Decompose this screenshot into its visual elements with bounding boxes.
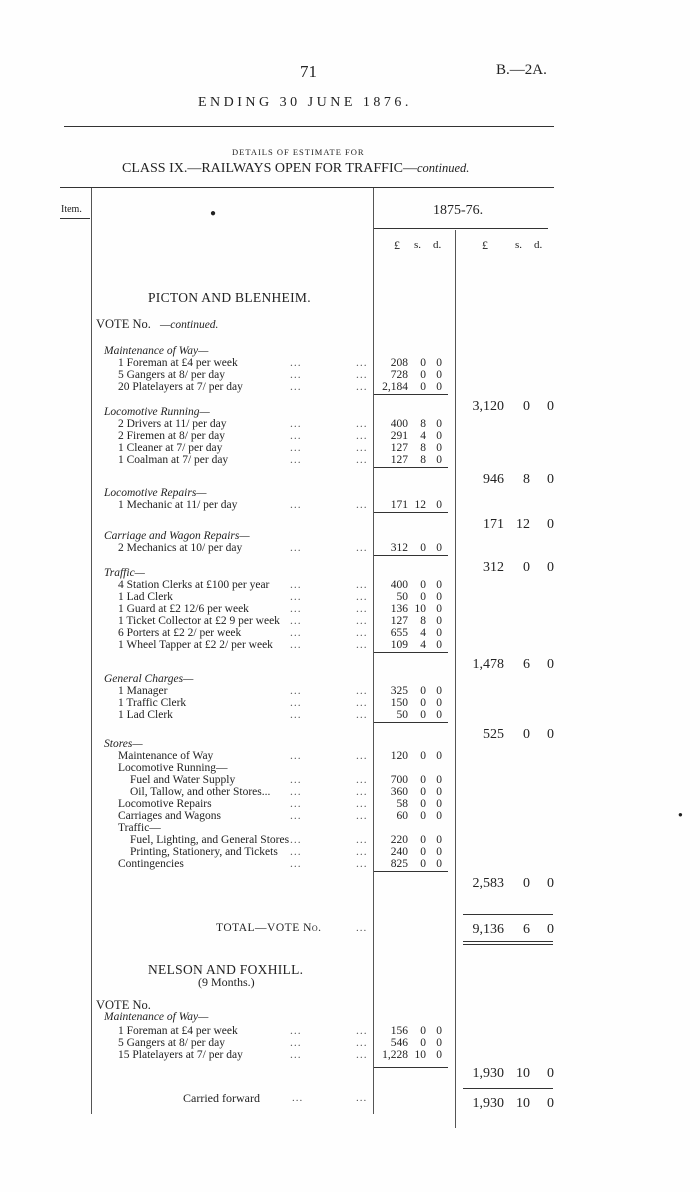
estimate-row <box>0 846 700 858</box>
amount-pence: 0 <box>436 786 442 798</box>
estimate-row <box>0 822 700 834</box>
amount-pounds: 150 <box>390 697 408 709</box>
amount-pence: 0 <box>436 591 442 603</box>
amount-pounds: 400 <box>390 579 408 591</box>
class-title <box>122 161 469 177</box>
unit-shillings-total: s. <box>515 239 523 251</box>
amount-shillings: 4 <box>420 639 426 651</box>
amount-pence: 0 <box>436 798 442 810</box>
amount-pence: 0 <box>436 442 442 454</box>
amount-pence: 0 <box>436 1025 442 1037</box>
item-label: 5 Gangers at 8/ per day <box>118 1037 225 1049</box>
amount-pence: 0 <box>436 542 442 554</box>
amount-pounds: 127 <box>390 454 408 466</box>
item-label: 1 Ticket Collector at £2 9 per week <box>118 615 280 627</box>
item-label: 1 Lad Clerk <box>118 591 173 603</box>
vote-continued: —continued. <box>159 319 219 331</box>
section-total-shillings: 12 <box>516 517 530 532</box>
leader-dots: ... <box>290 1049 302 1061</box>
section-total-pounds: 525 <box>483 727 504 742</box>
amount-pounds: 136 <box>390 603 408 615</box>
item-label: 6 Porters at £2 2/ per week <box>118 627 242 639</box>
leader-dots: ... <box>356 579 368 591</box>
class-title-suffix: continued. <box>416 161 470 175</box>
leader-dots: ... <box>290 786 302 798</box>
page-number: 71 <box>300 62 317 81</box>
carried-forward-pounds: 1,930 <box>472 1096 504 1111</box>
leader-dots: ... <box>290 858 302 870</box>
leader-dots: ... <box>356 591 368 603</box>
amount-pence: 0 <box>436 697 442 709</box>
amount-pence: 0 <box>436 369 442 381</box>
amount-pence: 0 <box>436 454 442 466</box>
nelson-vote: VOTE No. <box>96 998 151 1012</box>
header-rule <box>64 126 554 127</box>
subtotal-rule <box>374 722 448 723</box>
vote-total-dots: ... <box>356 922 368 934</box>
unit-pence: d. <box>433 239 442 251</box>
leader-dots: ... <box>290 591 302 603</box>
section-total-shillings: 0 <box>523 876 530 891</box>
vote-total-double-rule-b <box>463 944 553 945</box>
leader-dots: ... <box>290 810 302 822</box>
estimate-row <box>0 430 700 442</box>
subtotal-rule <box>374 652 448 653</box>
leader-dots: ... <box>356 750 368 762</box>
item-label: Fuel, Lighting, and General Stores <box>130 834 290 846</box>
leader-dots: ... <box>356 454 368 466</box>
estimate-row <box>0 442 700 454</box>
amount-shillings: 0 <box>420 1025 426 1037</box>
section-title: Traffic— <box>104 567 145 579</box>
amount-pounds: 50 <box>396 591 408 603</box>
year-rule <box>374 228 548 229</box>
leader-dots: ... <box>356 369 368 381</box>
leader-dots: ... <box>356 430 368 442</box>
subtotal-rule <box>374 512 448 513</box>
amount-shillings: 8 <box>420 615 426 627</box>
class-title-text: CLASS IX.—RAILWAYS OPEN FOR TRAFFIC— <box>122 161 417 176</box>
amount-pounds: 312 <box>390 542 408 554</box>
amount-pence: 0 <box>436 499 442 511</box>
amount-pence: 0 <box>436 639 442 651</box>
leader-dots: ... <box>356 357 368 369</box>
item-label: Locomotive Repairs <box>118 798 212 810</box>
leader-dots: ... <box>290 381 302 393</box>
leader-dots: ... <box>290 709 302 721</box>
estimate-row <box>0 369 700 381</box>
year-heading: 1875-76. <box>433 203 484 218</box>
leader-dots: ... <box>290 1037 302 1049</box>
unit-pence-total: d. <box>534 239 543 251</box>
subtotal-rule <box>374 394 448 395</box>
item-label: Locomotive Running— <box>118 762 228 774</box>
amount-pounds: 400 <box>390 418 408 430</box>
leader-dots: ... <box>290 846 302 858</box>
leader-dots: ... <box>356 442 368 454</box>
item-label: 5 Gangers at 8/ per day <box>118 369 225 381</box>
item-label: Traffic— <box>118 822 161 834</box>
estimate-row <box>0 591 700 603</box>
estimate-row <box>0 418 700 430</box>
amount-shillings: 0 <box>420 750 426 762</box>
section-total-pence: 0 <box>547 560 554 575</box>
leader-dots: ... <box>356 639 368 651</box>
leader-dots: ... <box>290 1025 302 1037</box>
item-label: 1 Cleaner at 7/ per day <box>118 442 223 454</box>
amount-shillings: 0 <box>420 685 426 697</box>
amount-pence: 0 <box>436 858 442 870</box>
leader-dots: ... <box>356 418 368 430</box>
section-title: Stores— <box>104 738 143 750</box>
amount-shillings: 0 <box>420 834 426 846</box>
amount-shillings: 4 <box>420 430 426 442</box>
amount-pounds: 50 <box>396 709 408 721</box>
section-total-pounds: 946 <box>483 472 504 487</box>
details-caption: DETAILS OF ESTIMATE FOR <box>232 147 365 157</box>
amount-shillings: 0 <box>420 542 426 554</box>
amount-pounds: 546 <box>390 1037 408 1049</box>
amount-pounds: 127 <box>390 442 408 454</box>
item-label: 1 Foreman at £4 per week <box>118 1025 238 1037</box>
unit-shillings: s. <box>414 239 422 251</box>
leader-dots: ... <box>356 858 368 870</box>
section-total-pence: 0 <box>547 472 554 487</box>
item-label: Contingencies <box>118 858 184 870</box>
estimate-row <box>0 1049 700 1061</box>
leader-dots: ... <box>290 369 302 381</box>
amount-pence: 0 <box>436 627 442 639</box>
amount-shillings: 0 <box>420 709 426 721</box>
carried-forward-label: Carried forward <box>183 1091 260 1105</box>
amount-shillings: 12 <box>414 499 426 511</box>
leader-dots: ... <box>290 357 302 369</box>
item-label: 1 Guard at £2 12/6 per week <box>118 603 249 615</box>
item-label: 1 Foreman at £4 per week <box>118 357 238 369</box>
leader-dots: ... <box>356 697 368 709</box>
item-label: 2 Firemen at 8/ per day <box>118 430 225 442</box>
carried-forward-dots-b: ... <box>356 1092 368 1104</box>
amount-shillings: 0 <box>420 579 426 591</box>
leader-dots: ... <box>290 418 302 430</box>
estimate-row <box>0 1037 700 1049</box>
amount-shillings: 0 <box>420 798 426 810</box>
amount-shillings: 0 <box>420 697 426 709</box>
estimate-row <box>0 627 700 639</box>
leader-dots: ... <box>356 615 368 627</box>
amount-pounds: 291 <box>390 430 408 442</box>
amount-pence: 0 <box>436 579 442 591</box>
amount-pounds: 325 <box>390 685 408 697</box>
amount-pence: 0 <box>436 1037 442 1049</box>
leader-dots: ... <box>356 798 368 810</box>
item-label: Maintenance of Way <box>118 750 214 762</box>
estimate-row <box>0 639 700 651</box>
amount-pounds: 728 <box>390 369 408 381</box>
section-total-shillings: 0 <box>523 727 530 742</box>
section-total-pence: 0 <box>547 876 554 891</box>
carried-forward-pence: 0 <box>547 1096 554 1111</box>
item-label: 1 Lad Clerk <box>118 709 173 721</box>
section-total-pounds: 312 <box>483 560 504 575</box>
estimate-row <box>0 615 700 627</box>
leader-dots: ... <box>356 774 368 786</box>
nelson-subtotal-rule <box>374 1067 448 1068</box>
bullet-mark: ● <box>210 208 217 219</box>
leader-dots: ... <box>356 834 368 846</box>
section-total-pence: 0 <box>547 517 554 532</box>
amount-shillings: 0 <box>420 381 426 393</box>
unit-pounds-total: £ <box>482 238 488 252</box>
estimate-row <box>0 858 700 870</box>
page-subtitle: ENDING 30 JUNE 1876. <box>198 95 412 110</box>
section-total-pence: 0 <box>547 657 554 672</box>
leader-dots: ... <box>356 1037 368 1049</box>
vote-total-pence: 0 <box>547 922 554 937</box>
item-label: 2 Drivers at 11/ per day <box>118 418 227 430</box>
section-total-pounds: 1,478 <box>472 657 504 672</box>
document-reference: B.—2A. <box>496 62 547 78</box>
amount-pounds: 1,228 <box>382 1049 408 1061</box>
amount-shillings: 0 <box>420 858 426 870</box>
nelson-total-pence: 0 <box>547 1066 554 1081</box>
leader-dots: ... <box>356 1049 368 1061</box>
margin-dot: ● <box>678 810 683 819</box>
estimate-row <box>0 357 700 369</box>
leader-dots: ... <box>290 639 302 651</box>
leader-dots: ... <box>356 627 368 639</box>
section-total-shillings: 6 <box>523 657 530 672</box>
leader-dots: ... <box>356 1025 368 1037</box>
estimate-row <box>0 762 700 774</box>
amount-pounds: 156 <box>390 1025 408 1037</box>
estimate-row <box>0 542 700 554</box>
nelson-heading: NELSON AND FOXHILL. <box>148 962 304 977</box>
estimate-row <box>0 709 700 721</box>
vote-total-label: TOTAL—VOTE No. <box>216 922 322 934</box>
amount-pounds: 240 <box>390 846 408 858</box>
amount-shillings: 0 <box>420 786 426 798</box>
section-total-shillings: 0 <box>523 560 530 575</box>
vote-total-shillings: 6 <box>523 922 530 937</box>
amount-pence: 0 <box>436 1049 442 1061</box>
leader-dots: ... <box>290 774 302 786</box>
item-label: 4 Station Clerks at £100 per year <box>118 579 270 591</box>
item-label: 1 Mechanic at 11/ per day <box>118 499 238 511</box>
section-title: Locomotive Repairs— <box>104 487 207 499</box>
amount-shillings: 8 <box>420 442 426 454</box>
leader-dots: ... <box>290 798 302 810</box>
leader-dots: ... <box>290 615 302 627</box>
leader-dots: ... <box>356 709 368 721</box>
amount-shillings: 0 <box>420 357 426 369</box>
picton-vote <box>96 317 218 332</box>
nelson-total-shillings: 10 <box>516 1066 530 1081</box>
amount-pence: 0 <box>436 750 442 762</box>
leader-dots: ... <box>290 442 302 454</box>
item-label: Carriages and Wagons <box>118 810 221 822</box>
amount-pounds: 127 <box>390 615 408 627</box>
leader-dots: ... <box>290 603 302 615</box>
section-total-pence: 0 <box>547 399 554 414</box>
leader-dots: ... <box>290 579 302 591</box>
section-title: Locomotive Running— <box>104 406 210 418</box>
item-label: 1 Manager <box>118 685 168 697</box>
estimate-row <box>0 834 700 846</box>
amount-pence: 0 <box>436 430 442 442</box>
amount-shillings: 4 <box>420 627 426 639</box>
estimate-row <box>0 750 700 762</box>
estimate-row <box>0 774 700 786</box>
leader-dots: ... <box>356 603 368 615</box>
item-column-divider <box>91 188 92 1114</box>
leader-dots: ... <box>290 685 302 697</box>
leader-dots: ... <box>290 499 302 511</box>
subtotal-rule <box>374 871 448 872</box>
amount-column-divider <box>373 188 374 1114</box>
section-title: Maintenance of Way— <box>104 345 209 357</box>
item-label: Printing, Stationery, and Tickets <box>130 846 278 858</box>
section-total-shillings: 0 <box>523 399 530 414</box>
item-label: Fuel and Water Supply <box>130 774 236 786</box>
vote-total-double-rule-a <box>463 941 553 942</box>
picton-heading: PICTON AND BLENHEIM. <box>148 290 311 305</box>
amount-pounds: 2,184 <box>382 381 408 393</box>
amount-pence: 0 <box>436 357 442 369</box>
nelson-section-title: Maintenance of Way— <box>104 1011 209 1023</box>
amount-pence: 0 <box>436 846 442 858</box>
item-label: 1 Wheel Tapper at £2 2/ per week <box>118 639 273 651</box>
leader-dots: ... <box>290 627 302 639</box>
section-total-pounds: 2,583 <box>472 876 504 891</box>
amount-shillings: 8 <box>420 418 426 430</box>
estimate-row <box>0 798 700 810</box>
amount-pence: 0 <box>436 834 442 846</box>
section-title: General Charges— <box>104 673 194 685</box>
amount-pence: 0 <box>436 615 442 627</box>
amount-pounds: 208 <box>390 357 408 369</box>
amount-shillings: 0 <box>420 1037 426 1049</box>
grand-total-rule <box>463 914 553 915</box>
leader-dots: ... <box>356 499 368 511</box>
amount-pence: 0 <box>436 709 442 721</box>
estimate-row <box>0 579 700 591</box>
unit-pounds: £ <box>394 238 400 252</box>
amount-pence: 0 <box>436 418 442 430</box>
item-label-rule <box>60 218 90 219</box>
amount-pence: 0 <box>436 381 442 393</box>
amount-pounds: 360 <box>390 786 408 798</box>
amount-shillings: 10 <box>414 1049 426 1061</box>
amount-shillings: 0 <box>420 774 426 786</box>
leader-dots: ... <box>356 786 368 798</box>
amount-pounds: 60 <box>396 810 408 822</box>
amount-pounds: 120 <box>390 750 408 762</box>
amount-pounds: 825 <box>390 858 408 870</box>
estimate-row <box>0 454 700 466</box>
leader-dots: ... <box>290 750 302 762</box>
item-label: 1 Coalman at 7/ per day <box>118 454 229 466</box>
nelson-total-pounds: 1,930 <box>472 1066 504 1081</box>
leader-dots: ... <box>290 430 302 442</box>
leader-dots: ... <box>356 846 368 858</box>
item-label: 2 Mechanics at 10/ per day <box>118 542 243 554</box>
item-column-label: Item. <box>61 204 82 215</box>
leader-dots: ... <box>290 697 302 709</box>
item-label: 1 Traffic Clerk <box>118 697 187 709</box>
amount-pounds: 109 <box>390 639 408 651</box>
leader-dots: ... <box>290 454 302 466</box>
estimate-row <box>0 685 700 697</box>
section-total-pounds: 3,120 <box>472 399 504 414</box>
estimate-row <box>0 810 700 822</box>
amount-pounds: 171 <box>390 499 408 511</box>
amount-shillings: 0 <box>420 369 426 381</box>
carried-forward-dots-a: ... <box>292 1092 304 1104</box>
amount-shillings: 0 <box>420 810 426 822</box>
table-top-rule <box>60 187 554 188</box>
leader-dots: ... <box>290 834 302 846</box>
estimate-row <box>0 603 700 615</box>
carried-rule <box>463 1088 553 1089</box>
leader-dots: ... <box>356 810 368 822</box>
item-label: Oil, Tallow, and other Stores... <box>130 786 271 798</box>
leader-dots: ... <box>356 542 368 554</box>
subtotal-rule <box>374 555 448 556</box>
amount-shillings: 8 <box>420 454 426 466</box>
amount-shillings: 10 <box>414 603 426 615</box>
amount-pence: 0 <box>436 603 442 615</box>
vote-total-pounds: 9,136 <box>472 922 504 937</box>
item-label: 20 Platelayers at 7/ per day <box>118 381 243 393</box>
section-total-shillings: 8 <box>523 472 530 487</box>
section-total-pounds: 171 <box>483 517 504 532</box>
item-label: 15 Platelayers at 7/ per day <box>118 1049 243 1061</box>
amount-pence: 0 <box>436 810 442 822</box>
carried-forward-shillings: 10 <box>516 1096 530 1111</box>
amount-pence: 0 <box>436 685 442 697</box>
amount-shillings: 0 <box>420 591 426 603</box>
leader-dots: ... <box>356 381 368 393</box>
estimate-row <box>0 786 700 798</box>
amount-shillings: 0 <box>420 846 426 858</box>
subtotal-rule <box>374 467 448 468</box>
vote-label: VOTE No. <box>96 317 151 331</box>
leader-dots: ... <box>356 685 368 697</box>
leader-dots: ... <box>290 542 302 554</box>
amount-pounds: 220 <box>390 834 408 846</box>
amount-pence: 0 <box>436 774 442 786</box>
amount-pounds: 655 <box>390 627 408 639</box>
section-title: Carriage and Wagon Repairs— <box>104 530 250 542</box>
estimate-row <box>0 697 700 709</box>
amount-pounds: 58 <box>396 798 408 810</box>
estimate-row <box>0 381 700 393</box>
estimate-row <box>0 1025 700 1037</box>
section-total-pence: 0 <box>547 727 554 742</box>
nelson-subheading: (9 Months.) <box>198 975 255 989</box>
estimate-row <box>0 499 700 511</box>
amount-pounds: 700 <box>390 774 408 786</box>
